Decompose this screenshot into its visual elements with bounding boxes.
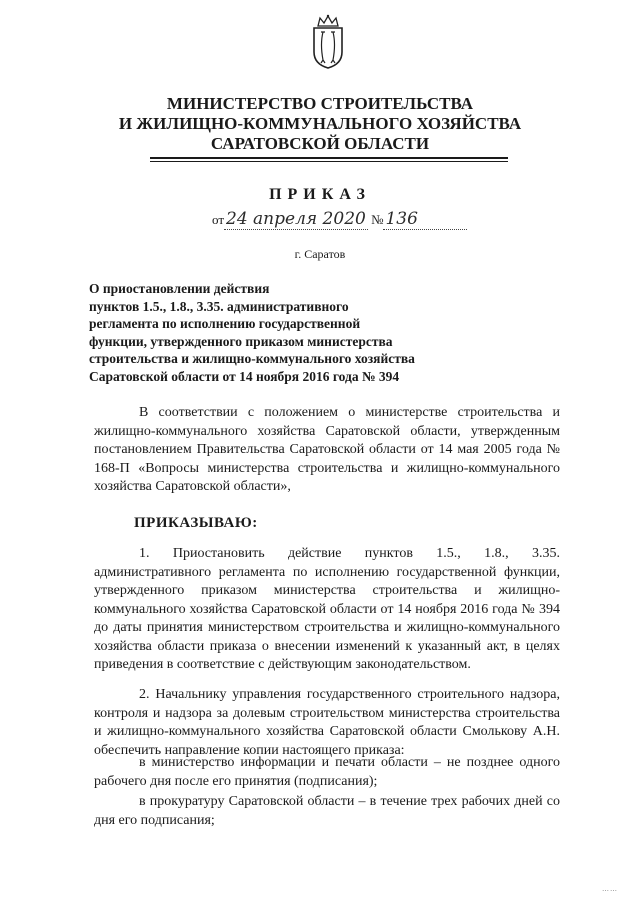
item-2-paragraph: 2. Начальнику управления государственного строительного надзора, контроля и надзора за долевым строительством министерства строительства и жилищно-коммунального хозяйства Саратовской области Смолькову А.Н. обеспечить направление копии настоящего приказа: (94, 687, 560, 758)
item-2a-paragraph: в министерство информации и печати области – не позднее одного рабочего дня после его принятия (подписания); (94, 755, 560, 789)
preamble-paragraph: В соответствии с положением о министерстве строительства и жилищно-коммунального хозяйства Саратовской области, утвержденным постановлением Правительства Саратовской области от 14 мая 2005 года № 168-П «Вопросы министерства строительства и жилищно-коммунального хозяйства Саратовской области», (94, 405, 560, 494)
item-2b-paragraph: в прокуратуру Саратовской области – в течение трех рабочих дней со дня его подписания; (94, 794, 560, 828)
subject-line: Саратовской области от 14 ноября 2016 года № 394 (89, 368, 400, 384)
saratov-coat-of-arms-icon (308, 14, 348, 70)
header-rule-thin (150, 161, 508, 162)
document-type-title: ПРИКАЗ (269, 186, 371, 203)
order-date-handwritten: 24 апреля 2020 (226, 209, 366, 229)
subject-line: функции, утвержденного приказом министерства (89, 333, 393, 349)
ministry-name-line-3: САРАТОВСКОЙ ОБЛАСТИ (210, 134, 430, 153)
date-prefix: от (212, 212, 225, 227)
header-rule-thick (150, 157, 508, 159)
city: г. Саратов (294, 247, 346, 261)
directive-heading: ПРИКАЗЫВАЮ: (134, 515, 258, 531)
scan-mark: ⋯⋯ (602, 887, 618, 895)
subject-line: пунктов 1.5., 1.8., 3.35. административного (89, 298, 349, 314)
item-1-paragraph: 1. Приостановить действие пунктов 1.5., 1.8., 3.35. административного регламента по исполнению государственной функции, утвержденного приказом министерства строительства и жилищно-коммунального хозяйства Саратовской области от 14 ноября 2016 года № 394 до даты принятия министерством строительства и жилищно-коммунального хозяйства области приказа о внесении изменений к указанный акт, в целях приведения в соответствие с действующим законодательством. (94, 546, 560, 672)
subject-line: строительства и жилищно-коммунального хозяйства (89, 351, 415, 367)
ministry-name-line-2: И ЖИЛИЩНО-КОММУНАЛЬНОГО ХОЗЯЙСТВА (118, 114, 522, 133)
order-date-number-line (212, 209, 467, 230)
number-prefix: № (371, 212, 384, 227)
order-number-handwritten: 136 (385, 209, 418, 229)
subject-line: регламента по исполнению государственной (89, 316, 361, 332)
order-subject (89, 280, 469, 386)
ministry-name-line-1: МИНИСТЕРСТВО СТРОИТЕЛЬСТВА (166, 94, 474, 113)
subject-line: О приостановлении действия (89, 281, 270, 296)
